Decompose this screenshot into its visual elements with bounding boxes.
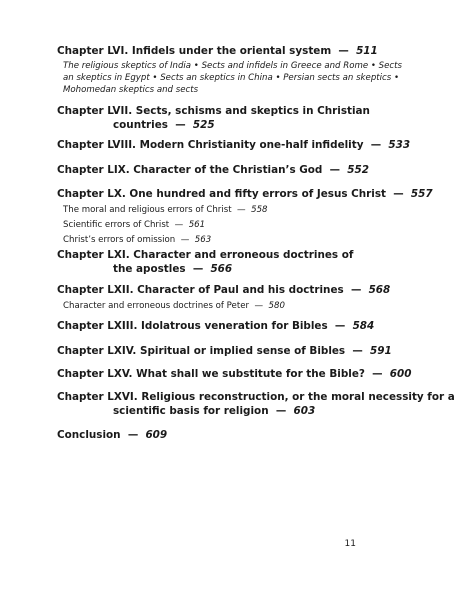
chapter-title-text: Conclusion <box>57 429 121 441</box>
chapter-title-line <box>57 104 370 118</box>
chapter-title-line <box>57 187 433 201</box>
page-separator: — <box>350 284 362 296</box>
page-separator: — <box>338 45 349 57</box>
chapter-page-ref: 552 <box>347 164 369 176</box>
subsection-entry <box>57 233 367 248</box>
subsection-title: Character and erroneous doctrines of Peter <box>63 301 250 311</box>
toc-entry <box>57 428 367 442</box>
toc-entry <box>57 367 412 381</box>
chapter-page-ref: 525 <box>192 119 215 131</box>
chapter-page-ref: 584 <box>352 320 375 332</box>
page-separator: — <box>174 220 184 230</box>
page-separator: — <box>254 301 264 311</box>
subsection-page-ref: 561 <box>188 220 206 230</box>
page-separator: — <box>192 263 204 275</box>
subsection-title: Christ’s errors of omission <box>63 235 176 245</box>
chapter-page-ref: 566 <box>210 263 233 275</box>
chapter-title-line <box>57 390 455 404</box>
toc-entry <box>57 319 375 333</box>
chapter-title-text: Chapter LXIII. Idolatrous veneration for Bibles <box>57 320 328 332</box>
subsection-entry <box>57 203 367 218</box>
page-separator: — <box>393 188 404 200</box>
chapter-title-line <box>57 118 367 132</box>
chapter-title-text: Chapter LX. One hundred and fifty errors of Jesus Christ <box>57 188 387 200</box>
subsection-page-ref: 558 <box>251 205 268 215</box>
chapter-title-line <box>57 367 412 381</box>
chapter-page-ref: 609 <box>145 429 168 441</box>
chapter-title-text: Chapter LXVI. Religious reconstruction, or the moral necessity for a <box>57 391 455 403</box>
chapter-title-text: Chapter LVI. Infidels under the oriental system <box>57 45 332 57</box>
page-separator: — <box>180 235 190 245</box>
subsection-page-ref: 580 <box>268 301 285 311</box>
toc-entry <box>57 187 433 248</box>
subsection-title: The moral and religious errors of Christ <box>63 205 232 215</box>
toc-entry <box>57 163 367 177</box>
chapter-description: an skeptics in Egypt • Sects an skeptics in China • Persian sects an skeptics • <box>63 73 400 83</box>
toc-entry <box>57 344 392 358</box>
page-separator: — <box>352 345 363 357</box>
chapter-description: Mohomedan skeptics and sects <box>63 85 199 95</box>
subsection-page-ref: 563 <box>194 235 212 245</box>
chapter-title-text: Chapter LVIII. Modern Christianity one-half infidelity <box>57 139 364 151</box>
toc-entry <box>57 248 367 276</box>
chapter-title-text: Chapter LXV. What shall we substitute for the Bible? <box>57 368 365 380</box>
chapter-title-line <box>57 283 391 297</box>
toc-entry <box>57 283 391 314</box>
subsection-entry <box>57 218 367 233</box>
chapter-page-ref: 600 <box>389 368 412 380</box>
chapter-title-text: Chapter LXII. Character of Paul and his doctrines <box>57 284 344 296</box>
toc-entry <box>57 138 411 152</box>
page-separator: — <box>329 164 341 176</box>
chapter-page-ref: 568 <box>368 284 391 296</box>
chapter-title-line <box>57 404 367 418</box>
chapter-page-ref: 533 <box>388 139 411 151</box>
page-separator: — <box>127 429 139 441</box>
chapter-title-text: Chapter LXIV. Spiritual or implied sense of Bibles <box>57 345 346 357</box>
chapter-title-text: countries <box>113 119 168 131</box>
chapter-title-text: the apostles <box>113 263 186 275</box>
chapter-title-line <box>57 138 411 152</box>
chapter-page-ref: 603 <box>293 405 316 417</box>
chapter-title-text: Chapter LXI. Character and erroneous doctrines of <box>57 249 354 261</box>
chapter-page-ref: 511 <box>356 45 378 57</box>
page-separator: — <box>334 320 346 332</box>
toc-entry <box>57 44 402 96</box>
chapter-page-ref: 557 <box>410 188 433 200</box>
page-separator: — <box>370 139 382 151</box>
chapter-page-ref: 591 <box>370 345 392 357</box>
page-separator: — <box>275 405 287 417</box>
subsection-title: Scientific errors of Christ <box>63 220 170 230</box>
chapter-description: The religious skeptics of India • Sects and infidels in Greece and Rome • Sects <box>63 61 402 71</box>
chapter-title-line <box>57 319 375 333</box>
chapter-title-line <box>57 262 367 276</box>
chapter-title-line <box>57 44 378 58</box>
toc-entry <box>57 104 370 132</box>
chapter-title-line <box>57 163 367 177</box>
chapter-title-line <box>57 248 367 262</box>
page-separator: — <box>175 119 186 131</box>
subsection-entry <box>57 299 367 314</box>
page-separator: — <box>237 205 246 215</box>
chapter-title-line <box>57 344 392 358</box>
page-separator: — <box>372 368 383 380</box>
chapter-title-text: scientific basis for religion <box>113 405 269 417</box>
toc-entry <box>57 390 455 418</box>
page-number: 11 <box>344 539 356 549</box>
chapter-title-line <box>57 428 367 442</box>
chapter-title-text: Chapter LVII. Sects, schisms and skeptics in Christian <box>57 105 370 117</box>
chapter-title-text: Chapter LIX. Character of the Christian’s God <box>57 164 323 176</box>
